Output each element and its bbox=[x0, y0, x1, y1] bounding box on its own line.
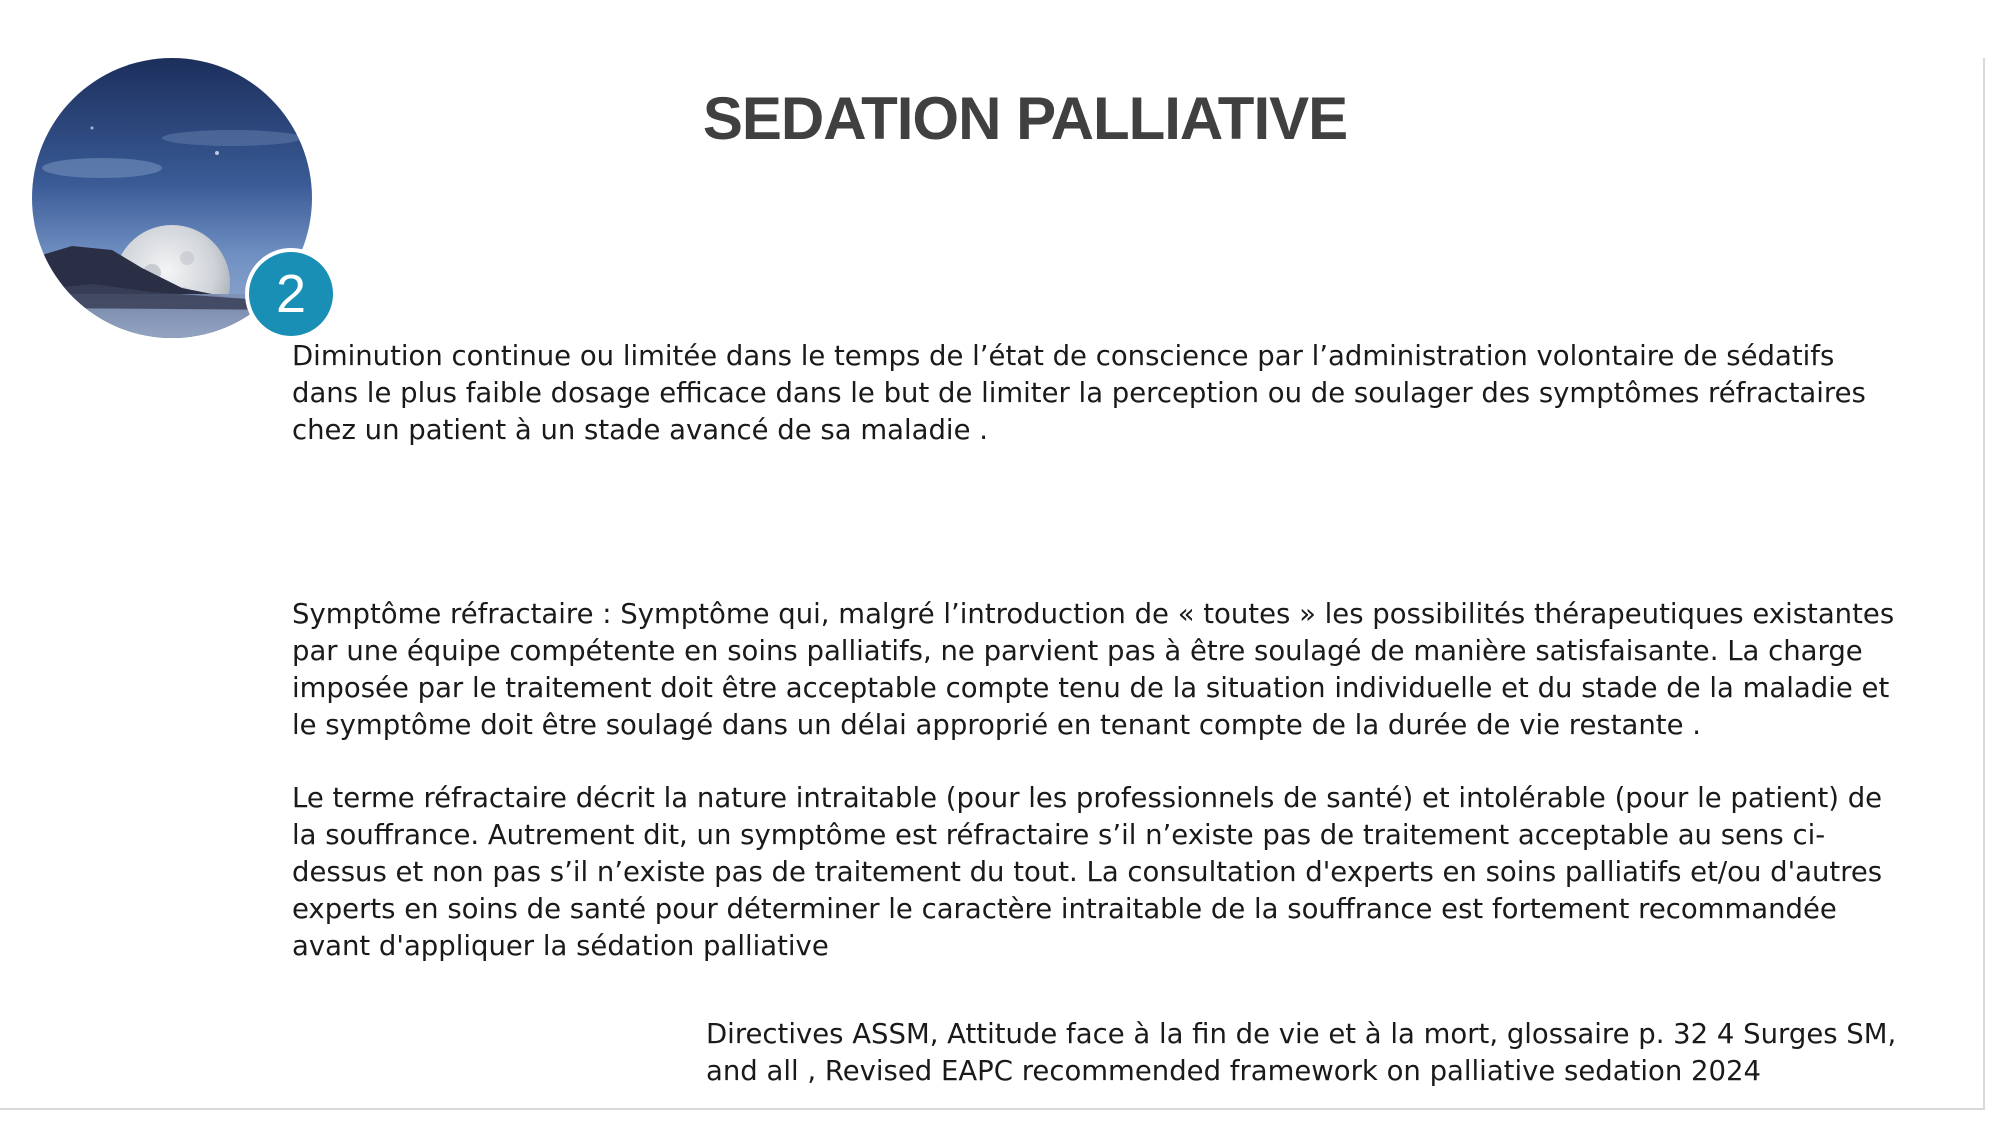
refractory-term-explanation: Le terme réfractaire décrit la nature intraitable (pour les professionnels de santé) et intolérable (pour le patient) de la souffrance. Autrement dit, un symptôme est réfractaire s’il n’existe pas de traitement acceptable au sens ci-dessus et non pas s’il n’existe pas de traitement du tout. La consultation d'experts en soins palliatifs et/ou d'autres experts en soins de santé pour déterminer le caractère intraitable de la souffrance est fortement recommandée avant d'appliquer la sédation palliative bbox=[292, 782, 1883, 962]
page-title: SEDATION PALLIATIVE bbox=[702, 85, 1348, 152]
slide-number-badge: 2 bbox=[245, 248, 337, 340]
refractory-symptom-definition: Symptôme réfractaire : Symptôme qui, malgré l’introduction de « toutes » les possibilités thérapeutiques existantes par une équipe compétente en soins palliatifs, ne parvient pas à être soulagé de manière satisfaisante. La charge imposée par le traitement doit être acceptable compte tenu de la situation individuelle et du stade de la maladie et le symptôme doit être soulagé dans un délai approprié en tenant compte de la durée de vie restante . bbox=[292, 598, 1895, 741]
citation-line: and all , Revised EAPC recommended framework on palliative sedation 2024 bbox=[706, 1055, 1761, 1087]
sedation-definition: Diminution continue ou limitée dans le temps de l’état de conscience par l’administration volontaire de sédatifs dans le plus faible dosage efficace dans le but de limiter la perception ou de soulager des symptômes réfractaires chez un patient à un stade avancé de sa maladie . bbox=[292, 340, 1866, 446]
source-citation bbox=[706, 1016, 1956, 1090]
citation-line: Directives ASSM, Attitude face à la fin de vie et à la mort, glossaire p. 32 4 Surges SM, bbox=[706, 1018, 1897, 1050]
